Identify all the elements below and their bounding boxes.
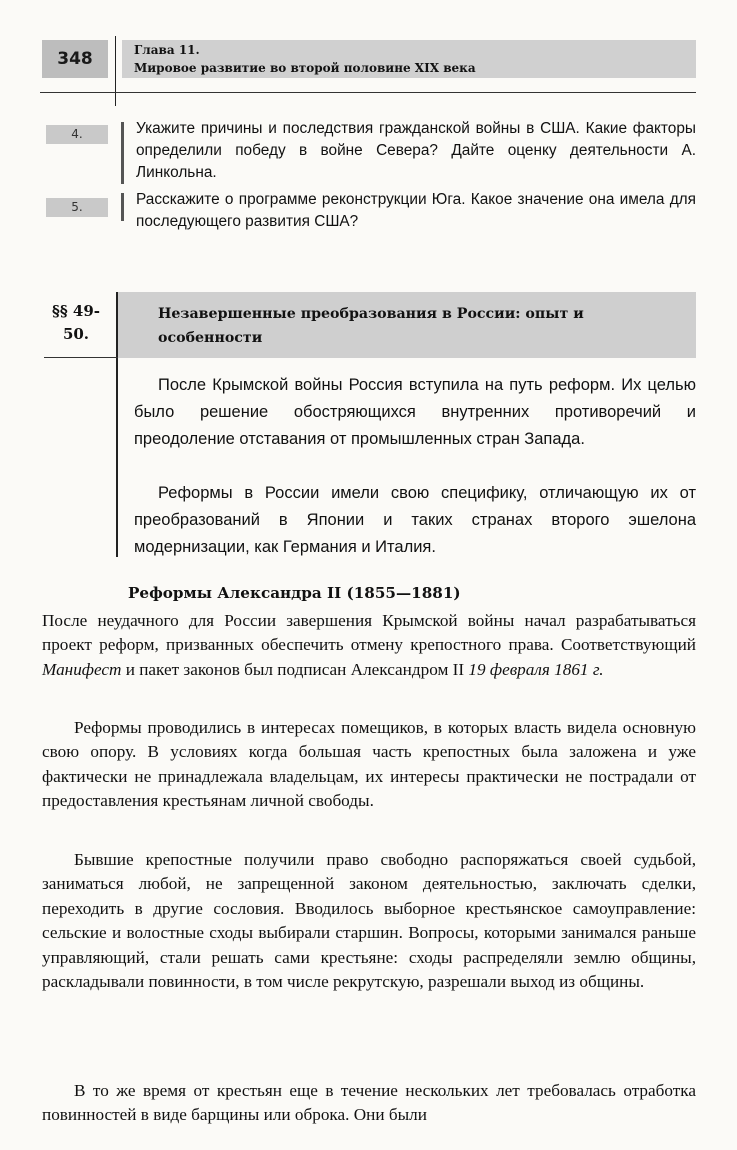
question-number: 5. (46, 198, 108, 217)
intro-paragraph: После Крымской войны Россия вступила на путь реформ. Их целью было решение обостряющихся внутренних противоречий и преодоление отставания от промышленных стран Запада. (134, 376, 696, 448)
question-marker (121, 193, 124, 221)
section-number: §§ 49-50. (51, 302, 100, 343)
body-paragraph (42, 609, 696, 682)
question-text: Укажите причины и последствия гражданской войны в США. Какие факторы определили победу в войне Севера? Дайте оценку деятельности А. Линкольна. (136, 120, 696, 181)
section-title: Незавершенные преобразования в России: опыт и особенности (158, 306, 584, 346)
body-text-date: 19 февраля 1861 г. (468, 659, 604, 679)
body-paragraph: Бывшие крепостные получили право свободно распоряжаться своей судьбой, заниматься любой, не запрещенной законом деятельностью, заключать сделки, переходить в другие сословия. Вводилось выборное крестьянское самоуправление: сельские и волостные сходы выбирали старшин. Вопросы, которыми занимался раньше управляющий, стали решать сами крестьяне: сходы распределяли землю общины, раскладывали повинности, в том числе рекрутскую, разрешали выход из общины. (42, 850, 696, 992)
body-paragraph: Реформы проводились в интересах помещиков, в которых власть видела основную свою опору. В условиях когда большая часть крепостных была заложена и уже фактически не принадлежала владельцам, их интересы практически не пострадали от предоставления крестьянам личной свободы. (42, 718, 696, 811)
question-text: Расскажите о программе реконструкции Юга. Какое значение она имела для последующего развития США? (136, 191, 696, 230)
header-divider-vertical (115, 36, 116, 106)
body-text-emphasis: Манифест (42, 659, 122, 679)
intro-paragraph: Реформы в России имели свою специфику, отличающую их от преобразований в Японии и таких странах второго эшелона модернизации, как Германия и Италия. (134, 484, 696, 556)
subheading: Реформы Александра II (1855—1881) (128, 584, 461, 602)
chapter-title: Мировое развитие во второй половине XIX века (134, 61, 476, 75)
page-number: 348 (42, 40, 108, 78)
body-text: и пакет законов был подписан Александром II (121, 659, 469, 679)
section-number-underline (44, 357, 118, 358)
body-paragraph: В то же время от крестьян еще в течение нескольких лет требовалась отработка повинностей в виде барщины или оброка. Они были (42, 1081, 696, 1125)
header-divider-horizontal (40, 92, 696, 93)
body-text: После неудачного для России завершения Крымской войны начал разрабатываться проект реформ, призванных обеспечить отмену крепостного права. Соответствующий (42, 611, 696, 655)
question-number: 4. (46, 125, 108, 144)
question-marker (121, 122, 124, 184)
chapter-label: Глава 11. (134, 43, 200, 57)
section-divider-vertical (116, 292, 118, 557)
